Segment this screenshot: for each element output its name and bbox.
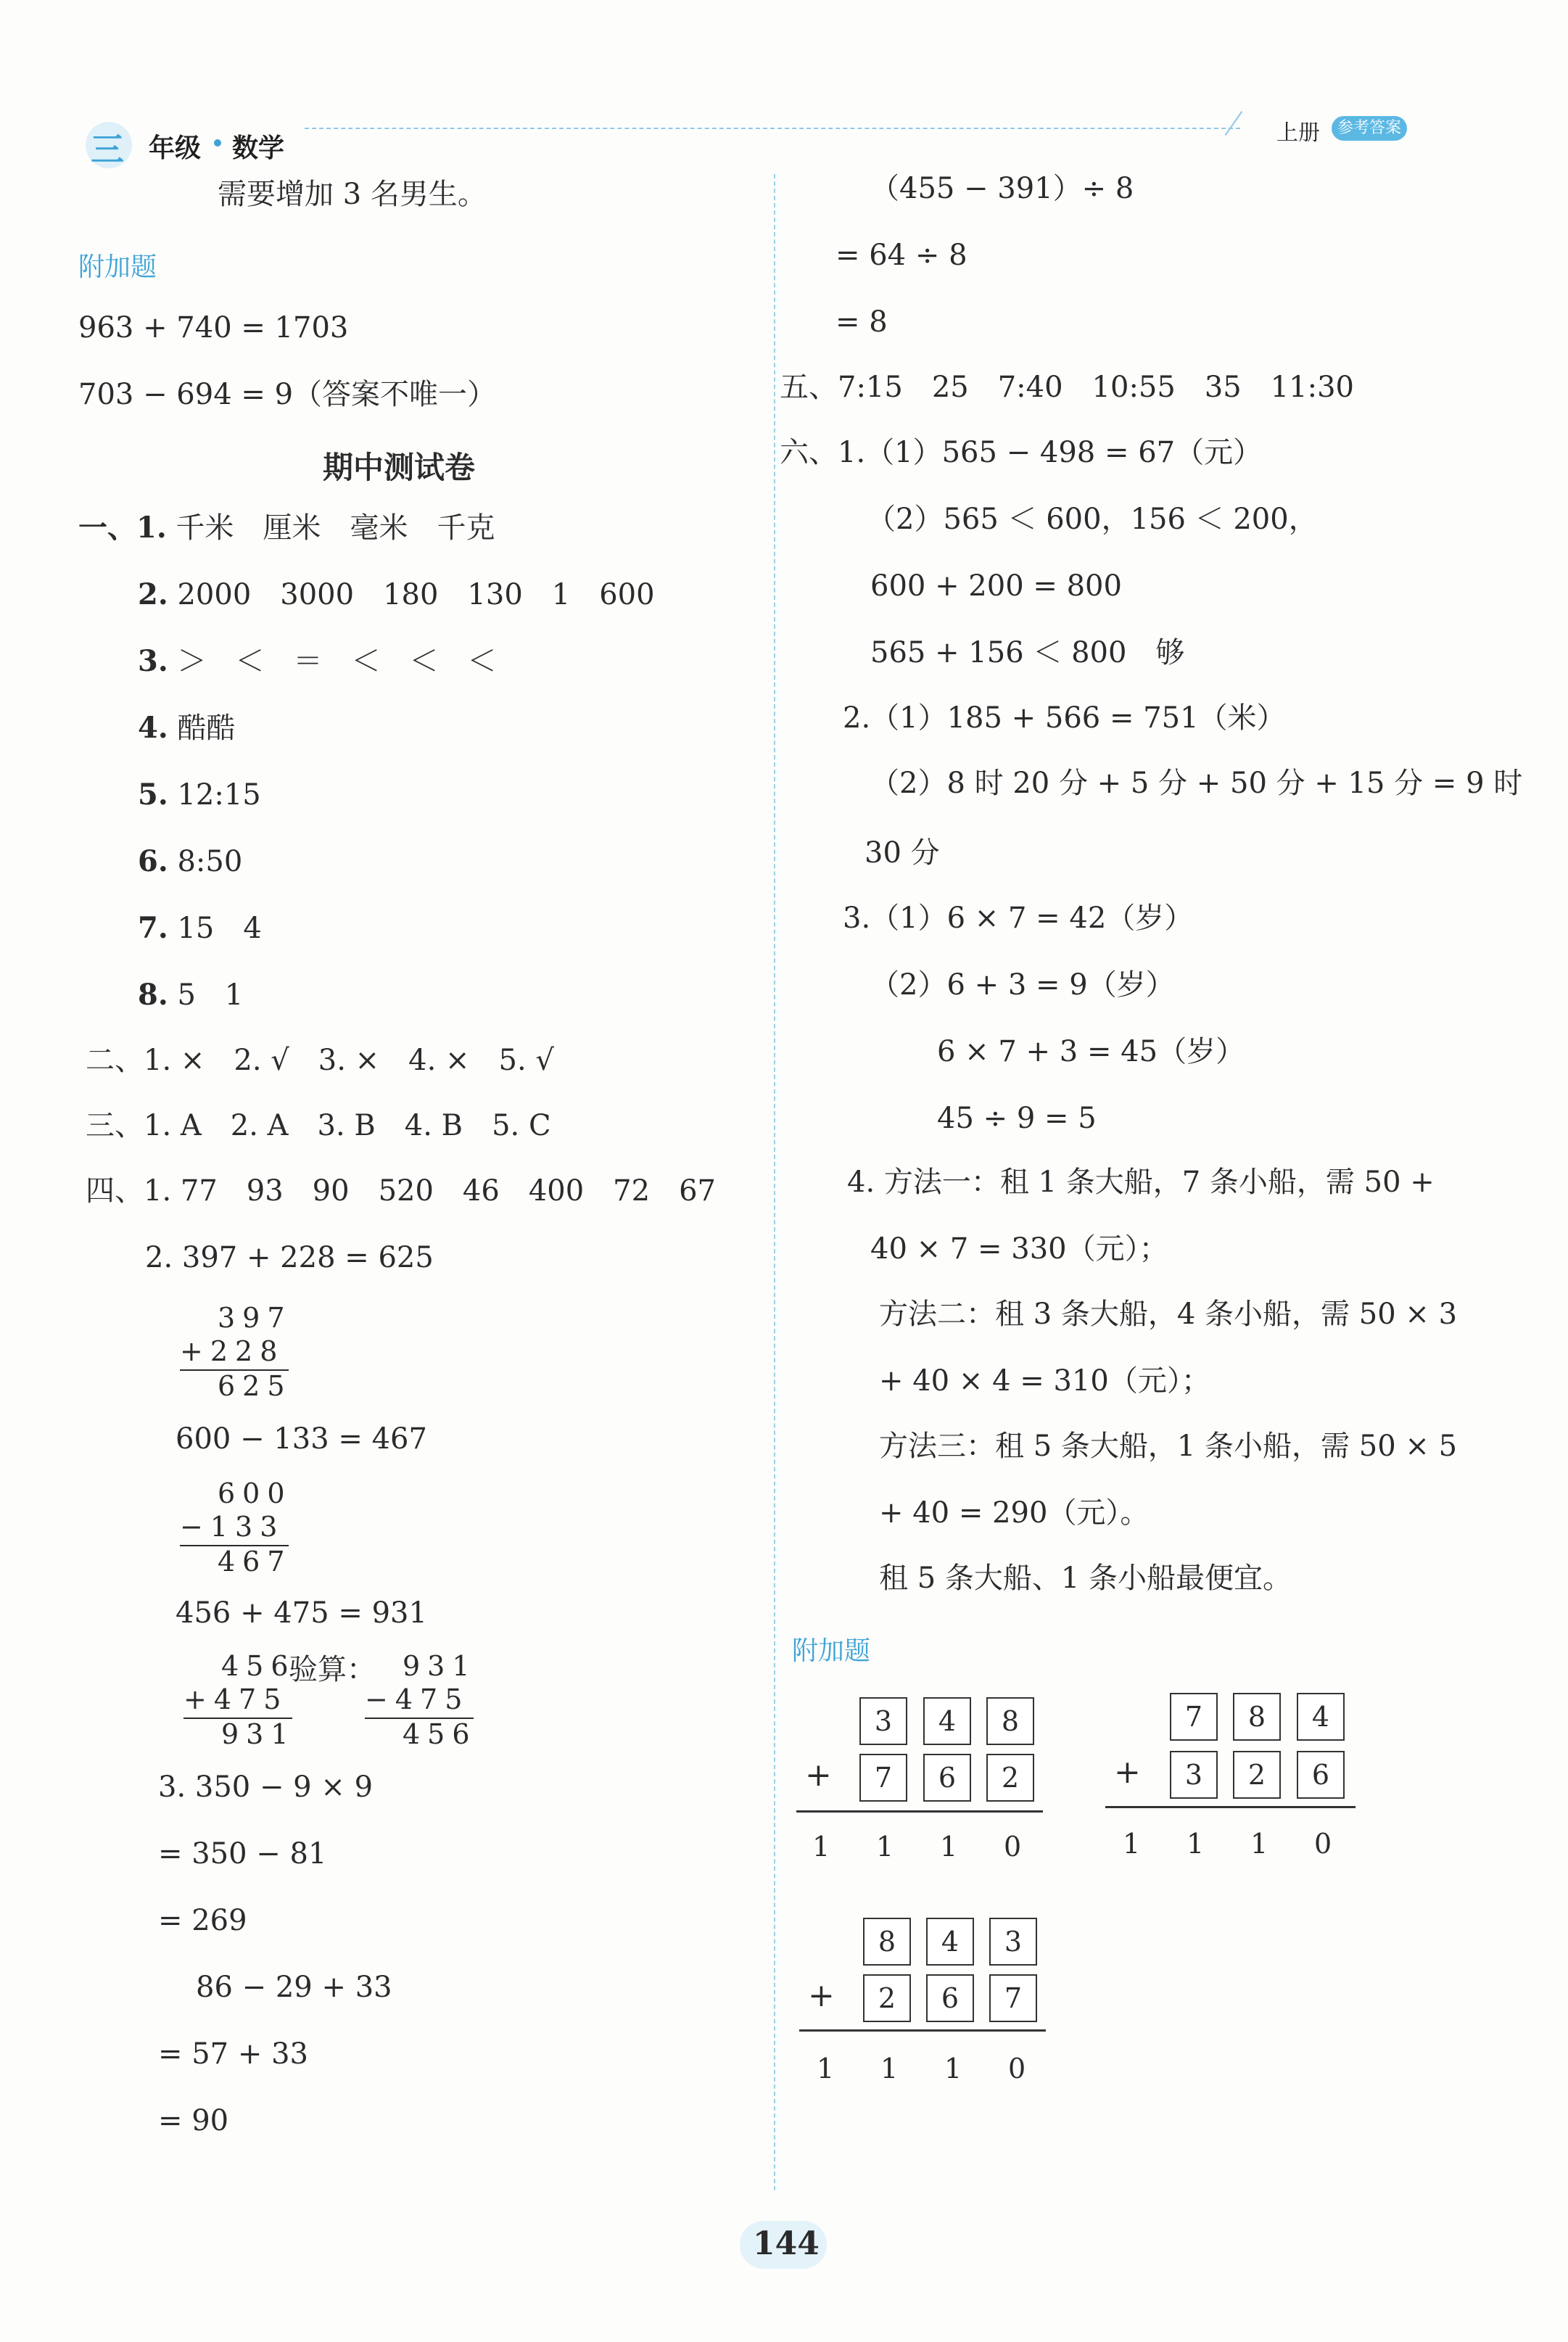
vertical-calc-top: 397: [218, 1302, 292, 1334]
vertical-calc-result: 456: [403, 1718, 477, 1750]
bonus-heading: 附加题: [792, 1636, 871, 1666]
answer-text: 酷酷: [177, 712, 236, 745]
answer-line: 六、1.（1）565 − 498 = 67（元）: [780, 436, 1263, 469]
answer-line: [138, 911, 262, 946]
sum-digit: 0: [1314, 1828, 1332, 1860]
digit-box: 7: [1170, 1693, 1218, 1741]
answer-line: （2）8 时 20 分 + 5 分 + 50 分 + 15 分 = 9 时: [870, 767, 1523, 800]
digit-box: 3: [1170, 1751, 1218, 1799]
answer-text: 5 1: [177, 978, 244, 1012]
answer-line: （455 − 391）÷ 8: [870, 172, 1134, 205]
question-number: 6.: [138, 844, 168, 878]
answer-line: 四、1. 77 93 90 520 46 400 72 67: [86, 1174, 716, 1208]
answer-text: 千米 厘米 毫米 千克: [176, 511, 495, 545]
answer-line: 需要增加 3 名男生。: [218, 178, 487, 211]
header-rule-slash: [1225, 111, 1243, 136]
answer-line: 租 5 条大船、1 条小船最便宜。: [879, 1562, 1292, 1595]
vertical-calc-operand: −475: [365, 1683, 470, 1715]
header-rule: [305, 128, 1240, 129]
answer-line: 3.（1）6 × 7 = 42（岁）: [843, 902, 1194, 935]
grade-number: 三: [91, 130, 124, 169]
answer-line: [138, 978, 243, 1013]
vertical-calc-top: 600: [218, 1477, 292, 1509]
sum-digit: 1: [1250, 1828, 1268, 1860]
answer-line: 五、7:15 25 7:40 10:55 35 11:30: [780, 371, 1354, 404]
sum-digit: 1: [817, 2053, 835, 2085]
answer-line: 963 + 740 = 1703: [78, 311, 349, 345]
answer-line: 三、1. A 2. A 3. B 4. B 5. C: [86, 1109, 551, 1142]
sum-digit: 1: [944, 2053, 962, 2085]
plus-sign: +: [808, 1977, 835, 2014]
digit-box: 3: [989, 1918, 1037, 1966]
sum-digit: 1: [876, 1831, 894, 1863]
answer-line: 565 + 156 ＜ 800 够: [870, 636, 1185, 669]
question-number: 4.: [138, 711, 168, 745]
answer-line: （2）6 + 3 = 9（岁）: [870, 968, 1175, 1002]
answer-line: 30 分: [865, 836, 940, 870]
answer-line: 3. 350 − 9 × 9: [158, 1770, 374, 1804]
answer-line: 600 − 133 = 467: [176, 1422, 427, 1456]
sum-rule: [796, 1810, 1043, 1813]
digit-box: 4: [1297, 1693, 1345, 1741]
answer-text: 12:15: [177, 778, 261, 812]
answer-line: 6 × 7 + 3 = 45（岁）: [937, 1035, 1245, 1068]
sum-rule: [1105, 1806, 1356, 1808]
digit-box: 6: [923, 1754, 971, 1802]
answer-text: 8:50: [177, 845, 243, 878]
vertical-calc-operand: −133: [180, 1511, 285, 1543]
digit-box: 7: [859, 1754, 907, 1802]
answer-line: [138, 844, 242, 879]
digit-box: 2: [1233, 1751, 1281, 1799]
answer-line: + 40 × 4 = 310（元）；: [879, 1364, 1210, 1398]
answer-line: = 8: [835, 305, 888, 339]
question-number: 一、1.: [78, 511, 167, 545]
question-number: 5.: [138, 778, 168, 812]
question-number: 2.: [138, 577, 168, 611]
plus-sign: +: [1114, 1754, 1141, 1791]
digit-box: 8: [1233, 1693, 1281, 1741]
answer-line: 703 − 694 = 9（答案不唯一）: [78, 378, 497, 411]
section-title: 期中测试卷: [323, 450, 476, 485]
sum-digit: 1: [1187, 1828, 1205, 1860]
dot-separator-icon: [214, 139, 221, 147]
answer-line: 4. 方法一：租 1 条大船，7 条小船，需 50 +: [847, 1166, 1435, 1199]
answer-line: 456 + 475 = 931: [176, 1596, 427, 1630]
plus-sign: +: [805, 1757, 832, 1794]
question-number: 3.: [138, 644, 168, 678]
digit-box: 2: [863, 1974, 911, 2022]
digit-box: 6: [926, 1974, 974, 2022]
check-label: 验算：: [289, 1653, 376, 1686]
answer-line: = 90: [158, 2104, 229, 2137]
digit-box: 2: [986, 1754, 1034, 1802]
grade-label: 年级: [149, 133, 202, 163]
sum-digit: 0: [1008, 2053, 1026, 2085]
answer-badge: 参考答案: [1332, 116, 1407, 141]
answer-line: [138, 778, 261, 812]
answer-line: 40 × 7 = 330（元）；: [870, 1232, 1168, 1266]
vertical-calc-operand: +228: [180, 1335, 285, 1367]
answer-line: = 64 ÷ 8: [835, 239, 967, 272]
answer-line: 方法三：租 5 条大船，1 条小船，需 50 × 5: [879, 1430, 1458, 1463]
question-number: 7.: [138, 911, 168, 945]
digit-box: 8: [863, 1918, 911, 1966]
sum-digit: 0: [1004, 1831, 1022, 1863]
bonus-heading: 附加题: [78, 252, 157, 282]
digit-box: 3: [859, 1697, 907, 1745]
answer-line: + 40 = 290（元）。: [879, 1496, 1150, 1530]
vertical-calc-result: 625: [218, 1370, 292, 1402]
digit-box: 7: [989, 1974, 1037, 2022]
volume-label: 上册: [1276, 120, 1320, 146]
answer-line: 600 + 200 = 800: [870, 569, 1122, 603]
subject-label: 数学: [232, 133, 285, 163]
sum-digit: 1: [1123, 1828, 1141, 1860]
digit-box: 4: [923, 1697, 971, 1745]
page-number: 144: [753, 2225, 820, 2262]
answer-line: [138, 644, 496, 679]
sum-rule: [799, 2029, 1046, 2032]
vertical-calc-operand: +475: [183, 1683, 289, 1715]
answer-line: 方法二：租 3 条大船，4 条小船，需 50 × 3: [879, 1298, 1458, 1331]
digit-box: 8: [986, 1697, 1034, 1745]
answer-line: 2.（1）185 + 566 = 751（米）: [843, 701, 1286, 735]
answer-text: 15 4: [177, 912, 262, 945]
answer-text: 2000 3000 180 130 1 600: [177, 578, 655, 611]
sum-digit: 1: [940, 1831, 958, 1863]
digit-box: 6: [1297, 1751, 1345, 1799]
answer-line: = 269: [158, 1904, 247, 1937]
answer-line: （2）565 ＜ 600，156 ＜ 200，: [867, 503, 1318, 536]
answer-line: 2. 397 + 228 = 625: [145, 1241, 434, 1274]
sum-digit: 1: [812, 1831, 830, 1863]
vertical-calc-result: 931: [221, 1718, 296, 1750]
answer-line: 二、1. × 2. √ 3. × 4. × 5. √: [86, 1044, 554, 1077]
answer-line: 45 ÷ 9 = 5: [937, 1102, 1097, 1135]
sum-digit: 1: [880, 2053, 899, 2085]
answer-line: = 350 − 81: [158, 1837, 327, 1871]
vertical-calc-top: 931: [403, 1650, 477, 1682]
answer-line: [78, 511, 495, 545]
answer-line: [138, 577, 655, 612]
question-number: 8.: [138, 978, 168, 1012]
vertical-calc-result: 467: [218, 1546, 292, 1578]
answer-line: = 57 + 33: [158, 2037, 308, 2071]
answer-line: [138, 711, 235, 746]
column-divider: [774, 174, 775, 2190]
digit-box: 4: [926, 1918, 974, 1966]
answer-line: 86 − 29 + 33: [196, 1971, 392, 2004]
vertical-calc-top: 456: [221, 1650, 296, 1682]
answer-text: ＞ ＜ ＝ ＜ ＜ ＜: [177, 645, 497, 678]
